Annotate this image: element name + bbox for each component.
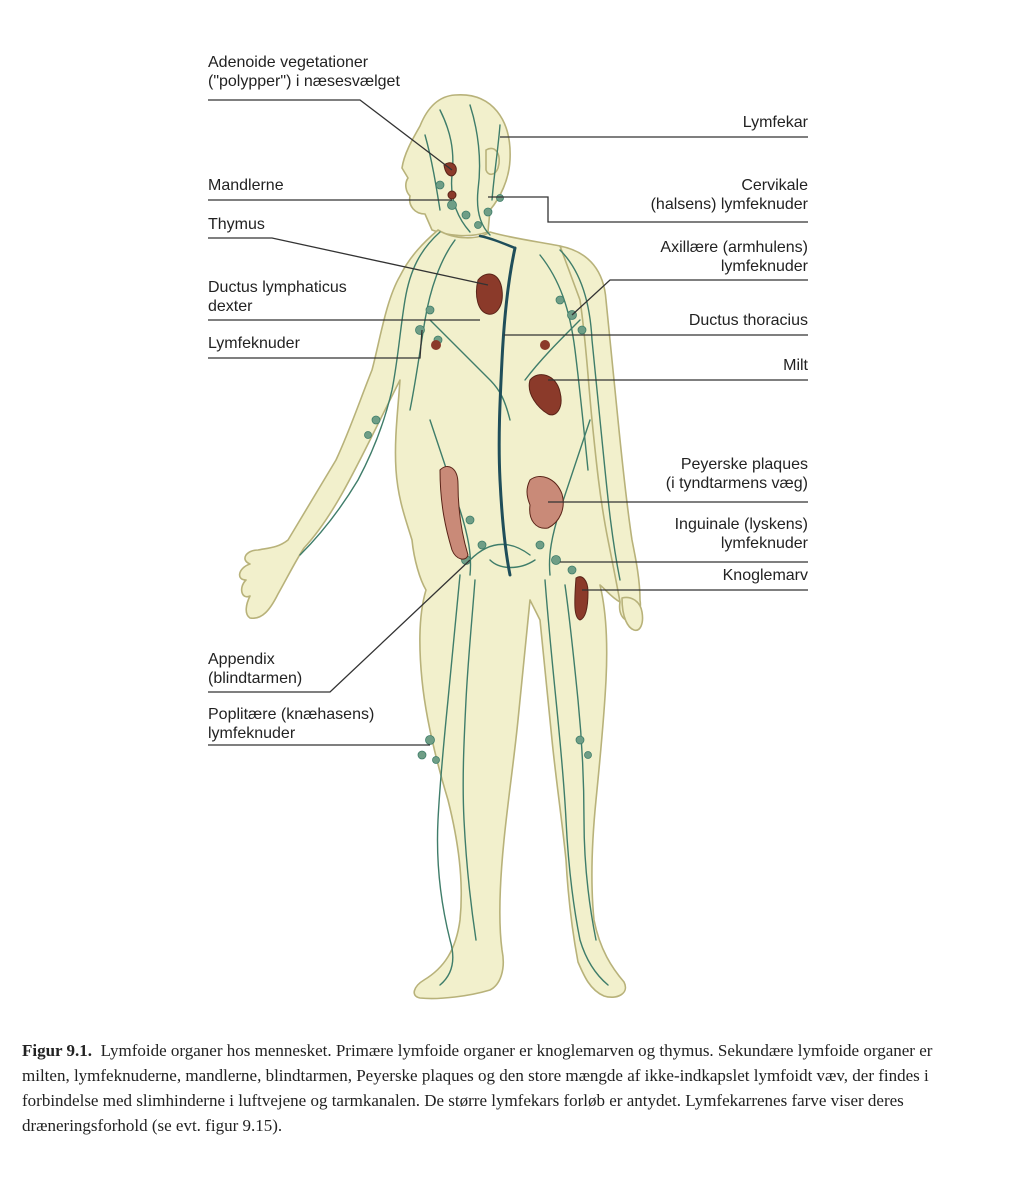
label-ductus-dexter bbox=[208, 278, 347, 316]
label-adenoide-line2: ("polypper") i næsesvælget bbox=[208, 73, 400, 90]
left-nipple bbox=[431, 340, 441, 350]
thymus-organ bbox=[476, 274, 502, 314]
label-appendix-line2: (blindtarmen) bbox=[208, 670, 303, 687]
label-axillaere-line2: lymfeknuder bbox=[720, 258, 808, 275]
label-lymfekar bbox=[743, 113, 808, 132]
label-ductus-dexter-line1: Ductus lymphaticus bbox=[208, 279, 347, 296]
label-peyerske-line2: (i tyndtarmens væg) bbox=[665, 475, 808, 492]
label-cervikale-line1: Cervikale bbox=[741, 177, 808, 194]
label-poplitaere bbox=[208, 705, 374, 743]
label-ductus-thoracius-line1: Ductus thoracius bbox=[688, 312, 808, 329]
label-peyerske-line1: Peyerske plaques bbox=[680, 456, 808, 473]
label-poplitaere-line2: lymfeknuder bbox=[208, 725, 296, 742]
label-milt-line1: Milt bbox=[783, 357, 808, 374]
label-cervikale-line2: (halsens) lymfeknuder bbox=[650, 196, 808, 213]
label-axillaere-line1: Axillære (armhulens) bbox=[660, 239, 808, 256]
right-nipple bbox=[540, 340, 550, 350]
label-milt bbox=[783, 356, 808, 375]
label-lymfeknuder bbox=[208, 334, 300, 353]
label-adenoide bbox=[208, 53, 400, 91]
body-silhouette bbox=[240, 95, 643, 999]
label-lymfekar-line1: Lymfekar bbox=[742, 114, 808, 131]
label-thymus bbox=[208, 215, 265, 234]
label-inguinale bbox=[675, 515, 808, 553]
figure-caption bbox=[22, 1038, 952, 1138]
caption-text: Lymfoide organer hos mennesket. Primære lymfoide organer er knoglemarven og thymus. Sekundære lymfoide organer er milten, lymfeknuderne, mandlerne, blindtarmen, Peyerske plaques og den store mængde af ikke-indkapslet lymfoidt væv, der findes i forbindelse med slimhinderne i luftvejene og tarmkanalen. De større lymfekars forløb er antydet. Lymfekarrenes farve viser deres dræneringsforhold (se evt. figur 9.15). bbox=[22, 1041, 933, 1135]
label-cervikale bbox=[651, 176, 808, 214]
label-ductus-dexter-line2: dexter bbox=[208, 298, 253, 315]
label-mandlerne bbox=[208, 176, 284, 195]
label-ductus-thoracius bbox=[689, 311, 808, 330]
label-mandlerne-line1: Mandlerne bbox=[208, 177, 284, 194]
label-lymfeknuder-line1: Lymfeknuder bbox=[208, 335, 300, 352]
caption-figure-number: Figur 9.1. bbox=[22, 1041, 93, 1060]
label-axillaere bbox=[660, 238, 808, 276]
label-peyerske bbox=[666, 455, 808, 493]
label-poplitaere-line1: Poplitære (knæhasens) bbox=[208, 706, 375, 723]
label-inguinale-line2: lymfeknuder bbox=[720, 535, 808, 552]
label-inguinale-line1: Inguinale (lyskens) bbox=[674, 516, 808, 533]
label-appendix-line1: Appendix bbox=[208, 651, 275, 668]
label-knoglemarv bbox=[723, 566, 808, 585]
label-thymus-line1: Thymus bbox=[208, 216, 265, 233]
tonsil-organ bbox=[448, 191, 456, 199]
label-knoglemarv-line1: Knoglemarv bbox=[722, 567, 808, 584]
label-adenoide-line1: Adenoide vegetationer bbox=[208, 54, 369, 71]
label-appendix bbox=[208, 650, 302, 688]
